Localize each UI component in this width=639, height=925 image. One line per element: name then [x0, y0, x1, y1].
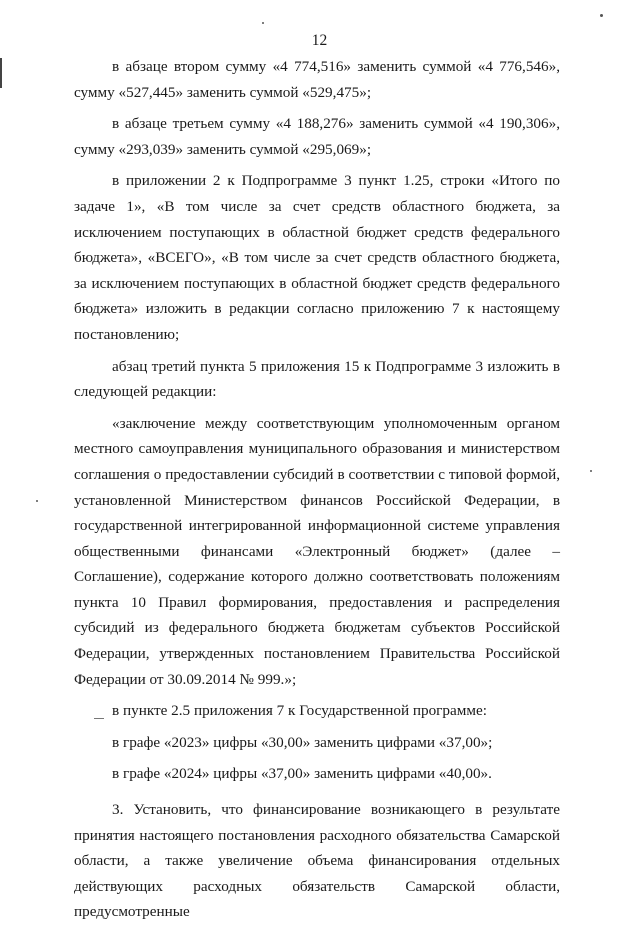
- paragraph-prilozhenie-2: в приложении 2 к Подпрограмме 3 пункт 1.25, строки «Итого по задаче 1», «В том числе за счет средств областного бюджета, за исключением поступающих в областной бюджет средств федерального бюджета», «ВСЕГО», «В том числе за счет средств областного бюджета, за исключением поступающих в областной бюджет средств федерального бюджета» изложить в редакции согласно приложению 7 к настоящему постановлению;: [74, 172, 560, 343]
- page-number: 12: [311, 32, 328, 49]
- paragraph-punkt-2-5: в пункте 2.5 приложения 7 к Государственной программе:: [112, 702, 487, 720]
- paragraph-abzac-vtoroy: в абзаце втором сумму «4 774,516» заменить суммой «4 776,546», сумму «527,445» заменить суммой «529,475»;: [74, 58, 560, 101]
- scan-speck: [600, 14, 603, 17]
- scan-speck: [262, 22, 264, 24]
- scan-speck: [590, 470, 592, 472]
- paragraph-punkt-5: абзац третий пункта 5 приложения 15 к Подпрограмме 3 изложить в следующей редакции:: [74, 357, 560, 401]
- document-body: [74, 54, 560, 925]
- scan-speck: [36, 500, 38, 502]
- paragraph-punkt-3: 3. Установить, что финансирование возникающего в результате принятия настоящего постановления расходного обязательства Самарской области, а также увеличение объема финансирования отдельных действующих расходных обязательств Самарской области, предусмотренные: [74, 801, 560, 921]
- paragraph-grafa-2023: в графе «2023» цифры «30,00» заменить цифрами «37,00»;: [112, 733, 493, 751]
- paragraph-grafa-2024: в графе «2024» цифры «37,00» заменить цифрами «40,00».: [112, 765, 492, 783]
- paragraph-abzac-tretiy: в абзаце третьем сумму «4 188,276» заменить суммой «4 190,306», сумму «293,039» заменить суммой «295,069»;: [74, 115, 560, 158]
- paragraph-quote-zakluchenie: «заключение между соответствующим уполномоченным органом местного самоуправления муниципального образования и министерством соглашения о предоставлении субсидий в соответствии с типовой формой, установленной Министерством финансов Российской Федерации, в государственной интегрированной информационной системе управления общественными финансами «Электронный бюджет» (далее – Соглашение), содержание которого должно соответствовать положениям пункта 10 Правил формирования, предоставления и распределения субсидий из федерального бюджета бюджетам субъектов Российской Федерации, утвержденных постановлением Правительства Российской Федерации от 30.09.2014 № 999.»;: [74, 414, 560, 688]
- scan-edge-mark: [0, 58, 2, 88]
